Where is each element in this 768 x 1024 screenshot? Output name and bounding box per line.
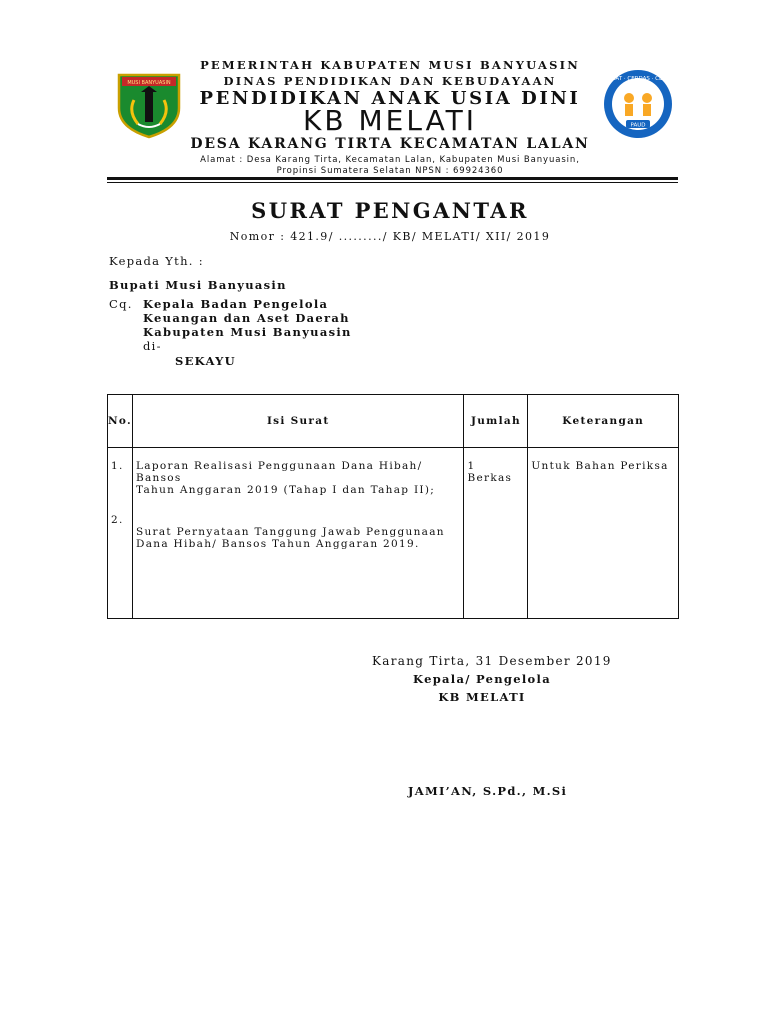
paud-logo: [602, 68, 674, 140]
letterhead-divider-thin: [107, 182, 678, 183]
letter-title: SURAT PENGANTAR: [251, 198, 529, 223]
cq-line-2: Keuangan dan Aset Daerah: [143, 311, 350, 325]
letterhead-village: DESA KARANG TIRTA KECAMATAN LALAN: [190, 136, 590, 152]
table-row: [108, 448, 679, 619]
recipient: Bupati Musi Banyuasin: [109, 278, 287, 292]
header-keterangan: Keterangan: [528, 395, 679, 448]
row-1-jumlah: 1 Berkas: [467, 460, 513, 484]
greeting: Kepada Yth. :: [109, 254, 204, 268]
row-2-isi-line-2: Dana Hibah/ Bansos Tahun Anggaran 2019.: [135, 538, 420, 550]
signature-place-date: Karang Tirta, 31 Desember 2019: [372, 654, 612, 668]
cq-label: Cq.: [109, 297, 133, 311]
row-1-no: 1.: [111, 460, 124, 472]
header-isi: Isi Surat: [132, 395, 464, 448]
letterhead-address-1: Alamat : Desa Karang Tirta, Kecamatan Lalan, Kabupaten Musi Banyuasin,: [200, 155, 580, 165]
letter-contents-table: [107, 394, 679, 619]
cq-line-1: Kepala Badan Pengelola: [143, 297, 329, 311]
table-no-cell: [108, 448, 133, 619]
letterhead-address-2: Propinsi Sumatera Selatan NPSN : 69924360: [276, 166, 504, 176]
letterhead-divider-thick: [107, 177, 678, 180]
cq-line-3: Kabupaten Musi Banyuasin: [143, 325, 352, 339]
letterhead-line-1: PEMERINTAH KABUPATEN MUSI BANYUASIN: [200, 58, 580, 72]
header-jumlah: Jumlah: [464, 395, 528, 448]
di-label: di-: [143, 339, 162, 353]
letterhead-school-name: KB MELATI: [303, 104, 477, 137]
row-2-no: 2.: [111, 514, 124, 526]
letterhead-line-3: PENDIDIKAN ANAK USIA DINI: [199, 88, 581, 109]
table-keterangan-cell: [528, 448, 679, 619]
row-1-keterangan: Untuk Bahan Periksa: [531, 460, 669, 472]
table-header-row: [108, 395, 679, 448]
kabupaten-logo-text: MUSI BANYUASIN: [127, 80, 171, 86]
signature-position: Kepala/ Pengelola: [413, 672, 551, 686]
paud-logo-badge: PAUD: [630, 122, 646, 129]
row-2-isi-line-1: Surat Pernyataan Tanggung Jawab Penggunaan: [135, 526, 445, 538]
recipient-city: SEKAYU: [175, 354, 236, 368]
letter-number: Nomor : 421.9/ ........./ KB/ MELATI/ XII/ 2019: [229, 230, 551, 243]
letterhead-line-2: DINAS PENDIDIKAN DAN KEBUDAYAAN: [223, 74, 557, 88]
header-no: No.: [108, 395, 133, 448]
row-1-isi-line-2: Tahun Anggaran 2019 (Tahap I dan Tahap II);: [135, 484, 436, 496]
row-1-isi-line-1: Laporan Realisasi Penggunaan Dana Hibah/ Bansos: [135, 460, 423, 484]
paud-logo-motto: SEHAT · CERDAS · CERIA: [604, 76, 672, 82]
table-jumlah-cell: [464, 448, 528, 619]
signature-org: KB MELATI: [438, 690, 526, 704]
signature-name: JAMI’AN, S.Pd., M.Si: [408, 784, 568, 798]
table-isi-cell: [132, 448, 464, 619]
